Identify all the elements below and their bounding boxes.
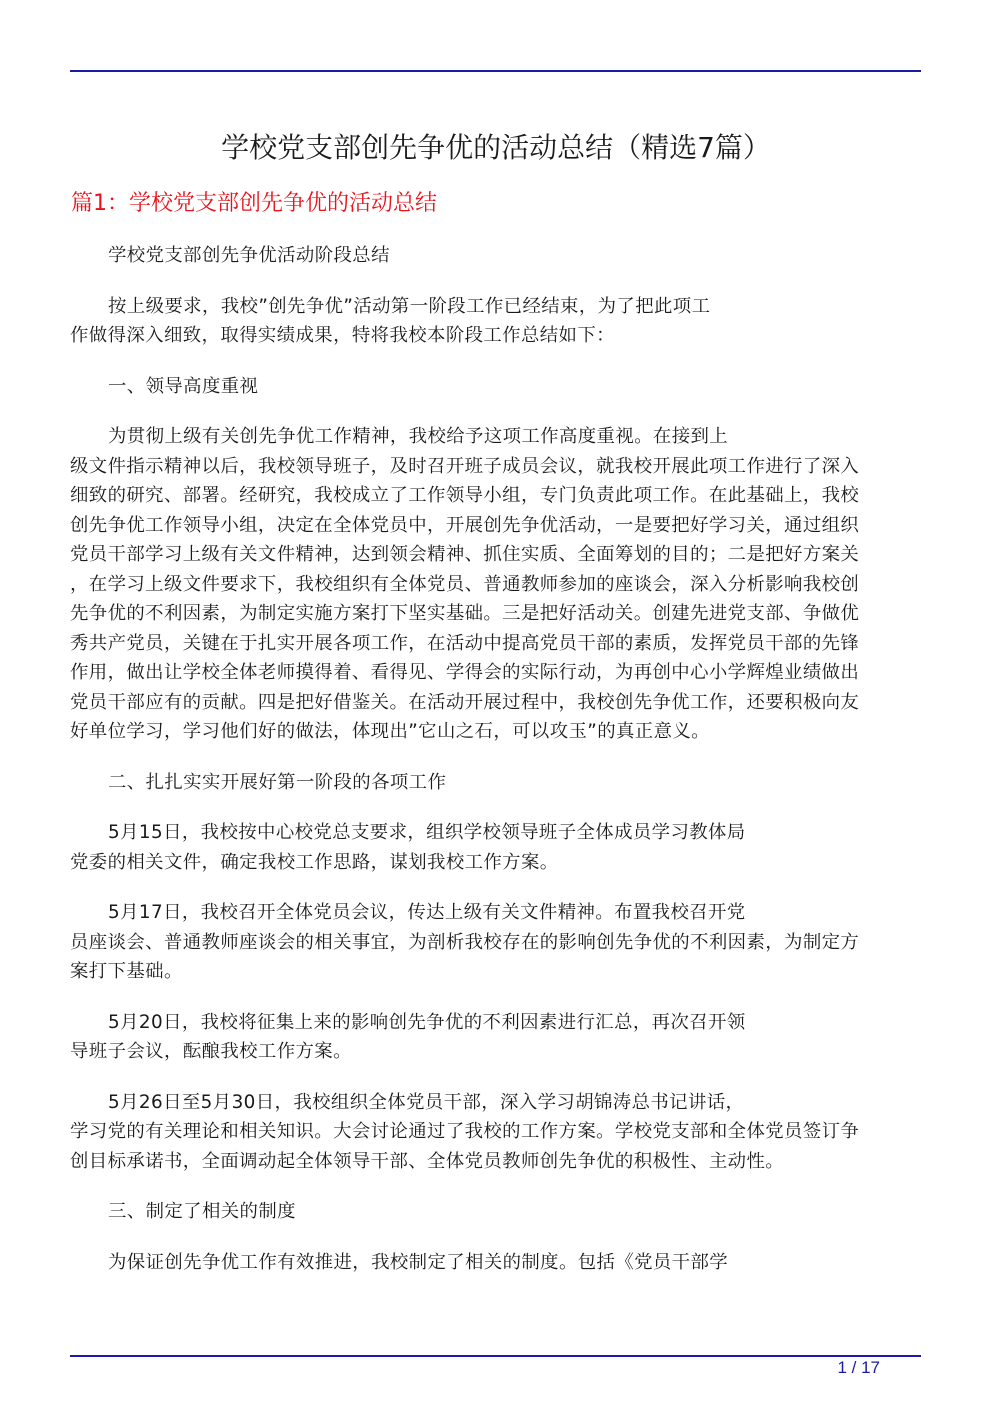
text-line: ，在学习上级文件要求下，我校组织有全体党员、普通教师参加的座谈会，深入分析影响我校创	[70, 573, 860, 595]
paragraph	[70, 241, 915, 271]
text-line: 5月26日至5月30日，我校组织全体党员干部，深入学习胡锦涛总书记讲话，	[108, 1091, 745, 1113]
text-line: 细致的研究、部署。经研究，我校成立了工作领导小组，专门负责此项工作。在此基础上，我校	[70, 485, 860, 506]
text-line: 党委的相关文件，确定我校工作思路，谋划我校工作方案。	[70, 851, 559, 873]
document-title: 学校党支部创先争优的活动总结（精选7篇）	[221, 131, 771, 164]
section-heading: 篇1：学校党支部创先争优的活动总结	[71, 191, 437, 216]
footer-rule	[70, 1355, 921, 1357]
text-line: 为贯彻上级有关创先争优工作精神，我校给予这项工作高度重视。在接到上	[108, 426, 729, 447]
text-line: 三、制定了相关的制度	[108, 1201, 296, 1222]
text-line: 二、扎扎实实开展好第一阶段的各项工作	[108, 771, 447, 793]
text-line: 导班子会议，酝酿我校工作方案。	[70, 1041, 352, 1062]
text-line: 党员干部应有的贡献。四是把好借鉴关。在活动开展过程中，我校创先争优工作，还要积极向友	[70, 691, 860, 713]
document-body	[70, 241, 915, 1298]
text-line: 创先争优工作领导小组，决定在全体党员中，开展创先争优活动，一是要把好学习关，通过组织	[70, 514, 860, 536]
text-line: 秀共产党员，关键在于扎实开展各项工作，在活动中提高党员干部的素质，发挥党员干部的先锋	[70, 632, 860, 654]
paragraph	[70, 818, 915, 877]
text-line: 作做得深入细致，取得实绩成果，特将我校本阶段工作总结如下：	[70, 325, 615, 346]
text-line: 为保证创先争优工作有效推进，我校制定了相关的制度。包括《党员干部学	[108, 1251, 729, 1273]
text-line: 案打下基础。	[70, 961, 183, 982]
text-line: 5月20日，我校将征集上来的影响创先争优的不利因素进行汇总，再次召开领	[108, 1011, 746, 1033]
text-line: 级文件指示精神以后，我校领导班子，及时召开班子成员会议，就我校开展此项工作进行了深入	[70, 455, 860, 477]
text-line: 学习党的有关理论和相关知识。大会讨论通过了我校的工作方案。学校党支部和全体党员签订争	[70, 1121, 860, 1142]
paragraph	[70, 1008, 915, 1067]
text-line: 员座谈会、普通教师座谈会的相关事宜，为剖析我校存在的影响创先争优的不利因素，为制定方	[70, 931, 860, 953]
text-line: 先争优的不利因素，为制定实施方案打下坚实基础。三是把好活动关。创建先进党支部、争做优	[70, 603, 860, 624]
text-line: 5月17日，我校召开全体党员会议，传达上级有关文件精神。布置我校召开党	[108, 902, 746, 923]
text-line: 创目标承诺书，全面调动起全体领导干部、全体党员教师创先争优的积极性、主动性。	[70, 1150, 785, 1172]
text-line: 按上级要求，我校”创先争优”活动第一阶段工作已经结束，为了把此项工	[108, 295, 711, 317]
paragraph	[70, 422, 915, 747]
header-rule	[70, 70, 921, 72]
page-number: 1 / 17	[837, 1358, 880, 1377]
paragraph	[70, 1248, 915, 1278]
paragraph	[70, 1197, 915, 1227]
text-line: 好单位学习，学习他们好的做法，体现出”它山之石，可以攻玉”的真正意义。	[70, 721, 710, 742]
text-line: 一、领导高度重视	[108, 375, 259, 397]
text-line: 5月15日，我校按中心校党总支要求，组织学校领导班子全体成员学习教体局	[108, 822, 746, 843]
paragraph	[70, 372, 915, 402]
paragraph	[70, 292, 915, 351]
paragraph	[70, 768, 915, 798]
paragraph	[70, 1088, 915, 1177]
paragraph	[70, 898, 915, 987]
text-line: 党员干部学习上级有关文件精神，达到领会精神、抓住实质、全面筹划的目的；二是把好方案关	[70, 544, 860, 565]
text-line: 作用，做出让学校全体老师摸得着、看得见、学得会的实际行动，为再创中心小学辉煌业绩做出	[70, 662, 860, 683]
text-line: 学校党支部创先争优活动阶段总结	[108, 245, 390, 266]
